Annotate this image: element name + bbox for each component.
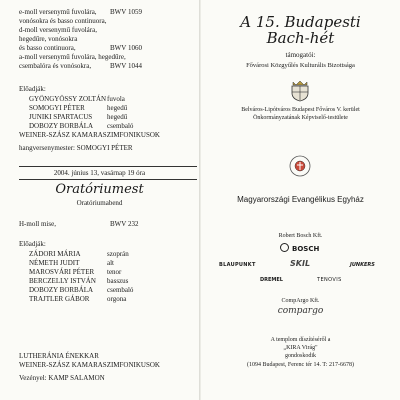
work-row-value: BWV 1059 <box>110 8 142 16</box>
blaupunkt-logo: BLAUPUNKT <box>219 262 256 268</box>
work-row-text: vonósokra és basso continuora, <box>19 17 107 25</box>
performers-heading-2: Előadják: <box>19 240 46 248</box>
church-emblem-icon <box>289 155 311 177</box>
supporter-2-line1: Belváros-Lipótváros Budapest Főváros V. kerület <box>241 107 360 113</box>
performer-row-value: csembaló <box>107 122 134 130</box>
mass-bwv: BWV 232 <box>110 220 139 228</box>
work-row-text: d-moll versenymű fuvolára, <box>19 26 97 34</box>
bosch-company: Robert Bosch Kft. <box>278 233 323 239</box>
performer-row-value: szoprán <box>107 250 129 258</box>
work-row-value: BWV 1060 <box>110 44 142 52</box>
work-row-text: és basso continuora, <box>19 44 76 52</box>
divider-1 <box>19 166 197 167</box>
festival-title-line1: A 15. Budapesti <box>240 13 361 31</box>
coat-of-arms-icon <box>290 80 310 102</box>
supporter-1: Fővárosi Közgyűlés Kulturális Bizottsága <box>246 62 355 69</box>
work-row-text: e-moll versenymű fuvolára, <box>19 8 97 16</box>
junkers-logo: JUNKERS <box>350 262 375 268</box>
performer-row-text: JUNIKI SPARTACUS <box>29 113 93 121</box>
performer-row-value: tenor <box>107 268 122 276</box>
ensemble-2: WEINER-SZÁSZ KAMARASZIMFONIKUSOK <box>19 361 160 369</box>
performer-row-text: SOMOGYI PÉTER <box>29 104 85 112</box>
performer-row-text: TRAJTLER GÁBOR <box>29 295 90 303</box>
flowers-line3: gondoskodik <box>284 353 316 359</box>
concertmaster: hangversenymester: SOMOGYI PÉTER <box>19 144 133 152</box>
performer-row-value: alt <box>107 259 114 267</box>
work-row-value: BWV 1044 <box>110 62 142 70</box>
performer-row-text: BERCZELLY ISTVÁN <box>29 277 96 285</box>
section-title: Oratóriumest <box>55 182 144 197</box>
performer-row-text: MAROSVÁRI PÉTER <box>29 268 95 276</box>
performer-row-value: fuvola <box>107 95 125 103</box>
ensemble-1: WEINER-SZÁSZ KAMARASZIMFONIKUSOK <box>19 131 160 139</box>
divider-2 <box>19 179 197 180</box>
left-page <box>0 0 199 400</box>
flowers-line1: A templom díszítéséről a <box>270 337 331 343</box>
conductor: Vezényel: KAMP SALAMON <box>19 374 105 382</box>
compargo-logo: compargo <box>277 306 324 316</box>
performer-row-text: DOBOZY BORBÁLA <box>29 286 94 294</box>
right-page <box>201 0 400 400</box>
festival-title-line2: Bach-hét <box>266 29 335 47</box>
supporters-label: támogatói: <box>285 51 316 59</box>
performer-row-text: ZÁDORI MÁRIA <box>29 250 81 258</box>
performer-row-value: hegedű <box>107 104 128 112</box>
concert-date: 2004. június 13, vasárnap 19 óra <box>53 169 146 177</box>
performer-row-text: GYÖNGYÖSSY ZOLTÁN <box>29 95 107 103</box>
church-name: Magyarországi Evangélikus Egyház <box>237 195 364 204</box>
choir: LUTHERÁNIA ÉNEKKAR <box>19 352 99 360</box>
flowers-line2: „KIRA Virág" <box>283 345 318 351</box>
work-row-text: csembalóra és vonósokra, <box>19 62 92 70</box>
flowers-line4: (1094 Budapest, Ferenc tér 14. T: 217-6678) <box>247 362 354 368</box>
performer-row-value: hegedű <box>107 113 128 121</box>
dremel-logo: DREMEL <box>260 277 283 283</box>
performers-heading-1: Előadják: <box>19 85 46 93</box>
section-subtitle: Oratóriumabend <box>76 199 123 207</box>
work-row-text: hegedűre, vonósokra <box>19 35 78 43</box>
skil-logo: SKIL <box>290 259 311 268</box>
supporter-2-line2: Önkormányzatának Képviselő-testülete <box>253 115 348 121</box>
tenovis-logo: TENOVIS <box>317 277 342 283</box>
performer-row-text: NÉMETH JUDIT <box>29 259 80 267</box>
bosch-armature-icon <box>280 243 289 252</box>
mass-title: H-moll mise, <box>19 220 56 228</box>
performer-row-value: csembaló <box>107 286 134 294</box>
bosch-logo: BOSCH <box>280 243 319 254</box>
performer-row-text: DOBOZY BORBÁLA <box>29 122 94 130</box>
compargo-company: CompArgo Kft. <box>281 298 320 304</box>
performer-row-value: orgona <box>107 295 127 303</box>
performer-row-value: basszus <box>107 277 129 285</box>
work-row-text: a-moll versenymű fuvolára, hegedűre, <box>19 53 126 61</box>
